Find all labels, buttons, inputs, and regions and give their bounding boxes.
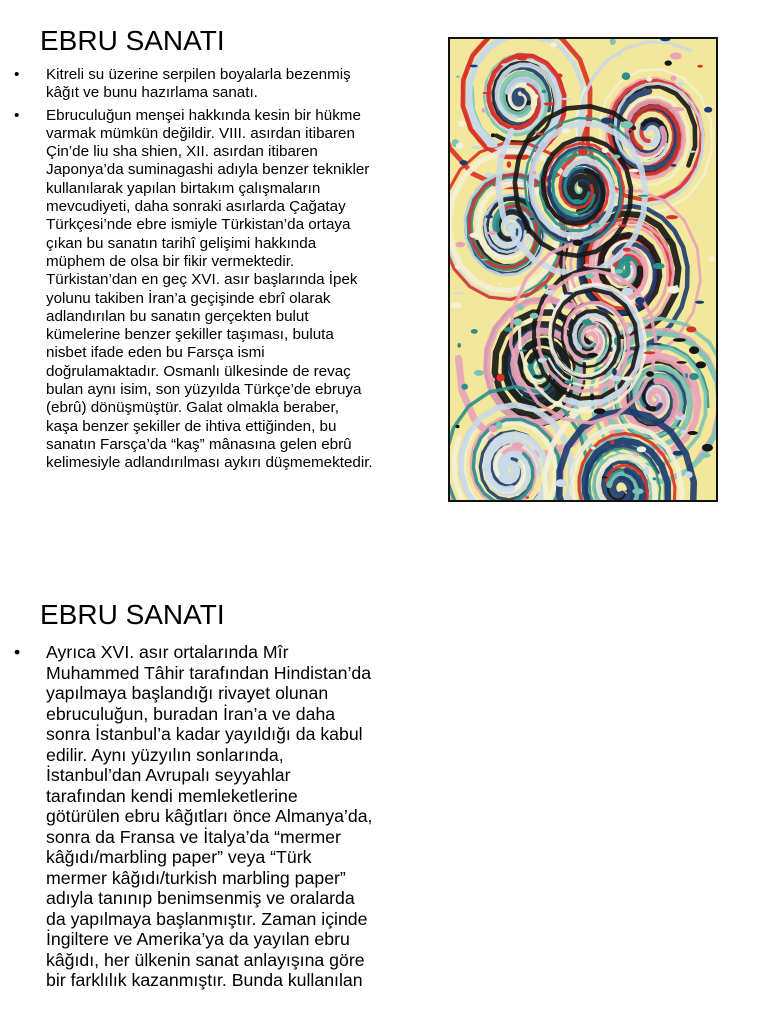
slide-title: EBRU SANATI [40, 599, 225, 630]
marbling-drop [596, 323, 600, 327]
marbling-drop [578, 149, 588, 156]
marbling-drop [451, 302, 462, 308]
marbling-drop [590, 394, 595, 401]
marbling-drop [573, 240, 584, 246]
marbling-drop [666, 215, 678, 219]
bullet-item [14, 66, 374, 103]
marbling-drop [538, 358, 545, 363]
marbling-drop [470, 232, 482, 238]
marbling-drop [680, 430, 687, 434]
marbling-drop [591, 223, 600, 227]
marbling-drop [474, 370, 484, 376]
marbling-drop [461, 384, 468, 390]
marbling-drop [456, 76, 460, 78]
bullet-list [14, 642, 374, 991]
marbling-pattern [450, 39, 716, 500]
marbling-drop [482, 108, 486, 113]
marbling-drop [557, 74, 563, 78]
marbling-drop [471, 329, 478, 334]
marbling-drop [458, 121, 467, 127]
marbling-drop [685, 471, 693, 478]
marbling-drop [625, 490, 630, 492]
marbling-drop [456, 242, 466, 248]
marbling-drop [623, 248, 631, 252]
bullet-text: Kitreli su üzerine serpilen boyalarla bezenmiş kâğıt ve bunu hazırlama sanatı. [46, 66, 351, 102]
marbling-drop [615, 384, 618, 391]
marbling-drop [504, 327, 513, 332]
marbling-drop [516, 56, 527, 61]
marbling-drop [660, 419, 663, 422]
marbling-drop [674, 426, 683, 429]
marbling-drop [460, 160, 468, 165]
bullet-dot: • [14, 106, 20, 124]
marbling-drop [676, 361, 686, 364]
marbling-drop [644, 467, 649, 475]
marbling-drop [622, 376, 633, 380]
marbling-drop [622, 72, 631, 80]
marbling-drop [622, 288, 634, 295]
marbling-drop [696, 361, 706, 368]
marbling-drop [550, 42, 557, 47]
marbling-drop [686, 326, 696, 332]
marbling-drop [496, 421, 502, 429]
bullet-text: Ayrıca XVI. asır ortalarında Mîr Muhammed Tâhir tarafından Hindistan’da yapılmaya başlandığı rivayet olunan ebruculuğun, buradan İran’a ve daha sonra İstanbul’a kadar yayıldığı da kabul edilir. Aynı yüzyılın sonlarında, İstanbul’dan Avrupalı seyyahlar tarafından kendi memleketlerine götürülen ebru kâğıtları önce Almanya’da, sonra da Fransa ve İtalya’da “mermer kâğıdı/marbling paper” veya “Türk mermer kâğıdı/turkish marbling paper” adıyla tanınıp benimsenmiş ve oralarda da yapılmaya başlanmıştır. Zaman içinde İngiltere ve Amerika’ya da yayılan ebru kâğıdı, her ülkenin sanat anlayışına göre bir farklılık kazanmıştır. Bunda kullanılan [46, 642, 373, 990]
marbling-drop [587, 353, 598, 357]
marbling-drop [491, 133, 495, 137]
marbling-drop [517, 305, 524, 311]
marbling-drop [582, 319, 592, 325]
marbling-drop [513, 318, 522, 326]
marbling-drop [628, 326, 633, 334]
marbling-drop [564, 292, 574, 295]
marbling-drop [637, 446, 647, 452]
slide-title: EBRU SANATI [40, 25, 225, 56]
marbling-drop [632, 488, 643, 494]
marbling-drop [695, 301, 704, 304]
marbling-drop [455, 265, 462, 269]
marbling-drop [653, 263, 665, 269]
marbling-drop [453, 292, 465, 294]
marbling-drop [489, 377, 495, 382]
marbling-drop [610, 440, 614, 445]
marbling-drop [689, 373, 699, 380]
marbling-drop [486, 215, 493, 219]
marbling-drop [673, 451, 683, 456]
marbling-drop [700, 453, 711, 458]
marbling-drop [584, 264, 591, 267]
marbling-drop [618, 224, 627, 226]
bullet-item [14, 107, 374, 473]
marbling-drop [472, 146, 481, 150]
marbling-drop [679, 334, 686, 338]
marbling-drop [671, 107, 684, 111]
bullet-item [14, 642, 374, 991]
marbling-drop [602, 476, 608, 478]
marbling-drop [685, 373, 688, 378]
marbling-drop [644, 351, 656, 354]
marbling-drop [653, 477, 657, 480]
marbling-drop [487, 231, 497, 235]
marbling-drop [620, 121, 633, 128]
marbling-drop [602, 148, 609, 154]
marbling-drop [564, 380, 573, 384]
ebru-marbling-image [448, 37, 718, 502]
marbling-drop [594, 408, 606, 414]
bullet-dot: • [14, 642, 21, 662]
marbling-drop [611, 155, 620, 159]
marbling-drop [512, 442, 524, 448]
marbling-drop [628, 131, 631, 133]
marbling-drop [567, 236, 570, 241]
marbling-drop [637, 195, 649, 197]
marbling-drop [543, 339, 548, 342]
marbling-drop [687, 431, 697, 435]
marbling-drop [614, 54, 621, 57]
marbling-drop [650, 343, 663, 345]
marbling-drop [591, 446, 595, 449]
marbling-drop [635, 297, 644, 304]
marbling-drop [687, 151, 696, 153]
marbling-drop [676, 82, 684, 86]
marbling-drop [553, 401, 562, 407]
marbling-drop [665, 60, 672, 65]
marbling-drop [629, 169, 639, 173]
marbling-drop [678, 411, 683, 416]
bullet-text: Ebruculuğun menşei hakkında kesin bir hükme varmak mümkün değildir. VIII. asırdan itibaren Çin’de liu sha shien, XII. asırdan itibaren Japonya’da suminagashi adıyla benzer teknikler kullanılarak yapılan birtakım çalışmaların mevcudiyeti, daha sonraki asırlarda Çağatay Türkçesi’nde ebre ismiyle Türkistan’da ortaya çıkan bu sanatın tarihî gelişimi hakkında müphem de olsa bir fikir vermektedir. Türkistan’dan en geç XVI. asır başlarında İpek yolunu takiben İran’a geçişinde ebrî olarak adlandırılan bu sanatın gerçekten bulut kümelerine benzer şekiller taşıması, buluta nisbet ifade eden bu Farsça ismi doğrulamaktadır. Osmanlı ülkesinde de revaç bulan aynı isim, son yüzyılda Türkçe’de ebruya (ebrû) dönüşmüştür. Galat olmakla beraber, kaşa benzer şekiller de ihtiva ettiğinden, bu sanatın Farsça’da “kaş” mânasına gelen ebrû kelimesiyle adlandırılması aykırı düşmemektedir. [46, 106, 373, 472]
marbling-drop [704, 107, 712, 113]
marbling-drop [646, 371, 654, 377]
marbling-drop [673, 338, 686, 342]
marbling-drop [487, 143, 498, 147]
slide-2 [0, 576, 768, 1024]
marbling-drop [697, 65, 702, 68]
marbling-drop [501, 63, 508, 65]
bullet-dot: • [14, 66, 20, 83]
marbling-drop [533, 171, 537, 175]
bullet-list [14, 66, 374, 477]
marbling-drop [637, 402, 640, 405]
marbling-drop [671, 75, 677, 81]
marbling-drop [670, 53, 681, 60]
marbling-drop [544, 290, 555, 295]
marbling-drop [646, 77, 652, 81]
marbling-drop [709, 256, 715, 261]
marbling-drop [601, 117, 613, 123]
marbling-drop [457, 343, 461, 348]
marbling-drop [612, 368, 617, 375]
marbling-drop [667, 286, 679, 294]
marbling-drop [547, 285, 558, 290]
marbling-drop [572, 199, 582, 204]
marbling-drop [530, 313, 539, 319]
marbling-drop [526, 496, 529, 499]
marbling-drop [507, 161, 511, 168]
marbling-drop [470, 65, 478, 68]
marbling-drop [555, 479, 566, 487]
marbling-drop [560, 98, 571, 100]
marbling-drop [531, 94, 538, 99]
marbling-drop [544, 102, 556, 105]
marbling-drop [702, 444, 713, 452]
marbling-drop [496, 374, 504, 382]
marbling-drop [483, 92, 490, 94]
marbling-drop [497, 282, 501, 284]
marbling-drop [519, 350, 527, 352]
marbling-drop [562, 128, 571, 133]
marbling-drop [536, 133, 545, 136]
marbling-drop [542, 90, 547, 93]
marbling-drop [585, 273, 594, 279]
marbling-drop [455, 425, 459, 428]
marbling-drop [544, 284, 547, 289]
marbling-drop [614, 337, 617, 345]
marbling-drop [456, 143, 464, 149]
marbling-drop [530, 218, 535, 220]
marbling-drop [610, 376, 622, 381]
marbling-drop [480, 259, 488, 261]
marbling-drop [689, 346, 699, 354]
marbling-drop [671, 164, 677, 167]
marbling-drop [615, 269, 623, 274]
marbling-drop [665, 238, 670, 240]
